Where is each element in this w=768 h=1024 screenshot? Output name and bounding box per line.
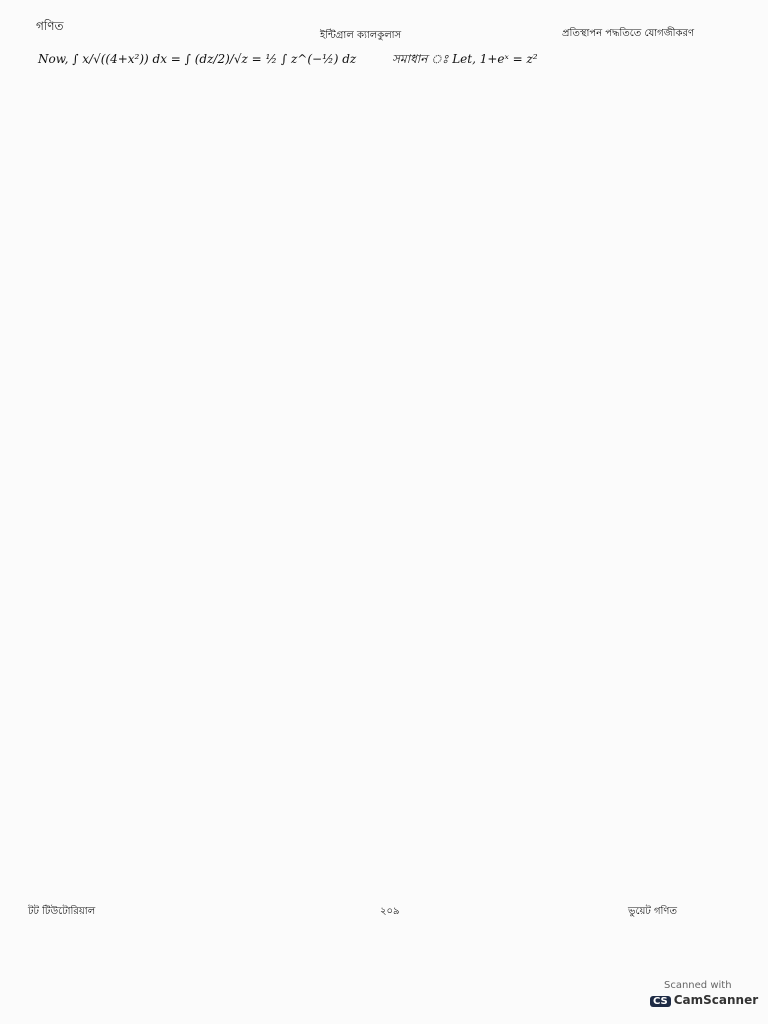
header-subject: গণিত bbox=[36, 19, 64, 33]
scanner-brand bbox=[650, 993, 758, 1007]
scanner-caption: Scanned with bbox=[664, 980, 732, 991]
footer-page-number: ২০৯ bbox=[380, 906, 400, 917]
left-column bbox=[38, 50, 388, 74]
scanner-brand-text: CamScanner bbox=[673, 993, 759, 1007]
footer-right: ভুয়েট গণিত bbox=[628, 906, 677, 917]
right-column bbox=[392, 50, 742, 74]
math-line: Now, ∫ x/√((4+x²)) dx = ∫ (dz/2)/√z = ½ ∫ z^(−½) dz bbox=[38, 52, 357, 66]
footer-left: টট টিউটোরিয়াল bbox=[28, 906, 96, 917]
math-line: সমাধান ঃ Let, 1+eˣ = z² bbox=[392, 52, 538, 66]
camscanner-logo-icon: CS bbox=[650, 996, 671, 1007]
header-chapter: ইন্টিগ্রাল ক্যালকুলাস bbox=[320, 30, 402, 41]
header-topic: প্রতিস্থাপন পদ্ধতিতে যোগজীকরণ bbox=[562, 28, 695, 39]
camscanner-watermark bbox=[650, 980, 758, 1007]
